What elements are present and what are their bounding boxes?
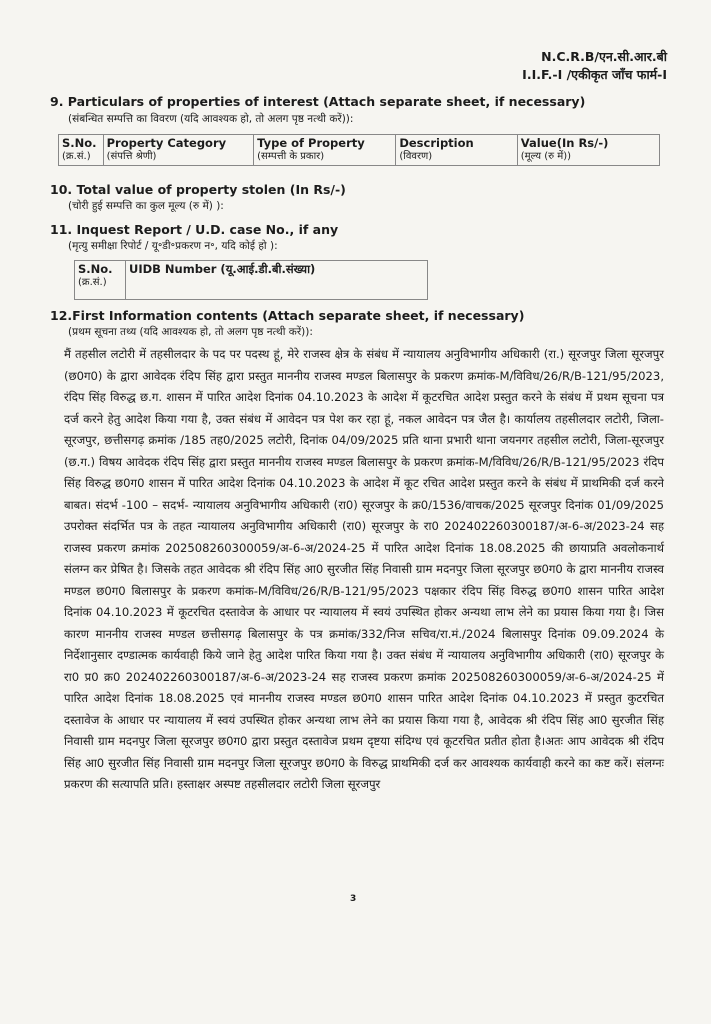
col-category-en: Property Category — [106, 136, 227, 150]
col-type-en: Type of Property — [257, 136, 365, 150]
col-sno-hi: (क्र.सं.) — [62, 151, 91, 162]
table-row — [59, 135, 660, 166]
property-table — [58, 134, 660, 166]
section-12-subtitle: (प्रथम सूचना तथ्य (यदि आवश्यक हो, तो अलग पृष्ठ नत्थी करें)): — [68, 326, 313, 338]
col-uidb-en: UIDB Number (यू.आई.डी.बी.संख्या) — [129, 262, 316, 276]
section-12-title: 12.First Information contents (Attach separate sheet, if necessary) — [50, 308, 525, 323]
col-uidb-number — [126, 261, 428, 300]
col-property-category — [103, 135, 254, 166]
col-type-of-property — [254, 135, 396, 166]
col-description — [396, 135, 517, 166]
col-description-hi: (विवरण) — [399, 151, 433, 162]
section-11-subtitle: (मृत्यु समीक्षा रिपोर्ट / यू॰डी॰प्रकरण न॰, यदि कोई हो ): — [68, 240, 278, 252]
section-9-subtitle: (संबन्धित सम्पत्ति का विवरण (यदि आवश्यक हो, तो अलग पृष्ठ नत्थी करें)): — [68, 113, 354, 125]
col-value-hi: (मूल्य (रु में)) — [520, 151, 572, 162]
col-sno — [59, 135, 104, 166]
page-number: 3 — [350, 894, 357, 904]
table-row — [75, 261, 428, 300]
first-information-content: मैं तहसील लटोरी में तहसीलदार के पद पर पदस्थ हूं, मेरे राजस्व क्षेत्र के संबंध में न्यायालय अनुविभागीय अधिकारी (रा.) सूरजपुर जिला सूरजपुर (छ0ग0) के द्वारा आवेदक रंदिप सिंह द्वारा प्रस्तुत माननीय राजस्व मण्डल बिलासपुर के प्रकरण क्रमांक-M/विविध/26/R/B-121/95/2023, रंदिप सिंह विरुद्ध छ.ग. शासन में पारित आदेश दिनांक 04.10.2023 के आदेश में कूटरचित आदेश प्रस्तुत करने के संबंध में प्रथम सूचना पत्र दर्ज करने हेतु आदेश किया गया है, उक्त संबंध में आवेदन पत्र पेश कर रहा हूं, नकल आवेदन पत्र जैल है। कार्यालय तहसीलदार लटोरी, जिला-सूरजपुर, छत्तीसगढ़ क्रमांक /185 तह0/2025 लटोरी, दिनांक 04/09/2025 प्रति थाना प्रभारी थाना जयनगर तहसील लटोरी, जिला-सूरजपुर (छ.ग.) विषय आवेदक रंदिप सिंह द्वारा प्रस्तुत माननीय राजस्व मण्डल बिलासपुर के प्रकरण क्रमांक-M/विविध/26/R/B-121/95/2023 रंदिप सिंह विरुद्ध छ0ग0 शासन में पारित आदेश दिनांक 04.10.2023 के आदेश में कूट रचित आदेश प्रस्तुत करने के संबंध में प्राथमिकी दर्ज करने बाबत। संदर्भ -100 – सदर्भ- न्यायालय अनुविभागीय अधिकारी (रा0) सूरजपुर के क्र0/1536/वाचक/2025 सूरजपुर दिनांक 01/09/2025 उपरोक्त संदर्भित पत्र के तहत न्यायालय अनुविभागीय अधिकारी (रा0) सूरजपुर के रा0 202402260300187/अ-6-अ/2023-24 सह राजस्व प्रकरण क्रमांक 202508260300059/अ-6-अ/2024-25 में पारित आदेश दिनांक 18.08.2025 की छायाप्रति अवलोकनार्थ संलग्न कर प्रेषित है। जिसके तहत आवेदक श्री रंदिप सिंह आ0 सुरजीत सिंह निवासी ग्राम मदनपुर जिला सूरजपुर छ0ग0 के द्वारा माननीय राजस्व मण्डल छ0ग0 बिलासपुर के प्रकरण कमांक-M/विविध/26/R/B-121/95/2023 पक्षकार रंदिप सिंह विरुद्ध छ0ग0 शासन पारित आदेश दिनांक 04.10.2023 में कूटरचित दस्तावेज के आधार पर न्यायालय में स्वयं उपस्थित होकर अन्यथा लाभ लेने का प्रयास किया गया है। जिस कारण माननीय राजस्व मण्डल छत्तीसगढ़ बिलासपुर के पत्र क्रमांक/332/निज सचिव/रा.मं./2024 बिलासपुर दिनांक 09.09.2024 के निर्देशानुसार दण्डात्मक कार्यवाही किये जाने हेतु आदेश पारित किया गया है। उक्त संबंध में न्यायालय अनुविभागीय अधिकारी (रा0) सूरजपुर के रा0 प्र0 क्र0 202402260300187/अ-6-अ/2023-24 सह राजस्व प्रकरण क्रमांक 202508260300059/अ-6-अ/2024-25 में पारित आदेश दिनांक 18.08.2025 एवं माननीय राजस्व मण्डल छ0ग0 शासन पारित आदेश दिनांक 04.10.2023 में प्रस्तुत कुटरचित दस्तावेज के आधार पर न्यायालय में स्वयं उपस्थित होकर अन्यथा लाभ लेने का प्रयास किया गया है, आवेदक श्री रंदिप सिंह आ0 सुरजीत सिंह निवासी ग्राम मदनपुर जिला सूरजपुर छ0ग0 द्वारा प्रस्तुत दस्तावेज प्रथम दृष्टया संदिग्ध एवं कूटरचित प्रतीत होता है।अतः आप आवेदक श्री रंदिप सिंह आ0 सुरजीत सिंह निवासी ग्राम मदनपुर जिला सूरजपुर छ0ग0 के विरुद्ध प्राथमिकी दर्ज कर आवश्यक कार्यवाही करने का कष्ट करें। संलग्नः प्रकरण की सत्यापति प्रति। हस्ताक्षर अस्पष्ट तहसीलदार लटोरी जिला सूरजपुर — [64, 347, 664, 791]
section-9-title: 9. Particulars of properties of interest (Attach separate sheet, if necessary) — [50, 94, 586, 109]
col-value — [517, 135, 659, 166]
col-category-hi: (संपत्ति श्रेणी) — [106, 151, 157, 162]
section-10-title: 10. Total value of property stolen (In Rs/-) — [50, 182, 346, 197]
col-sno-hi: (क्र.सं.) — [78, 277, 107, 288]
section-11-title: 11. Inquest Report / U.D. case No., if any — [50, 222, 339, 237]
col-sno — [75, 261, 126, 300]
form-name-header: I.I.F.-I /एकीकृत जाँच फार्म-I — [522, 67, 667, 82]
col-sno-en: S.No. — [62, 136, 97, 150]
col-value-en: Value(In Rs/-) — [520, 136, 609, 150]
section-10-subtitle: (चोरी हुई सम्पत्ति का कुल मूल्य (रु में) ): — [68, 200, 224, 212]
form-code-header: N.C.R.B/एन.सी.आर.बी — [541, 49, 667, 64]
uidb-table — [74, 260, 428, 300]
col-description-en: Description — [399, 136, 474, 150]
col-sno-en: S.No. — [78, 262, 113, 276]
col-type-hi: (सम्पत्ती के प्रकार) — [257, 151, 325, 162]
